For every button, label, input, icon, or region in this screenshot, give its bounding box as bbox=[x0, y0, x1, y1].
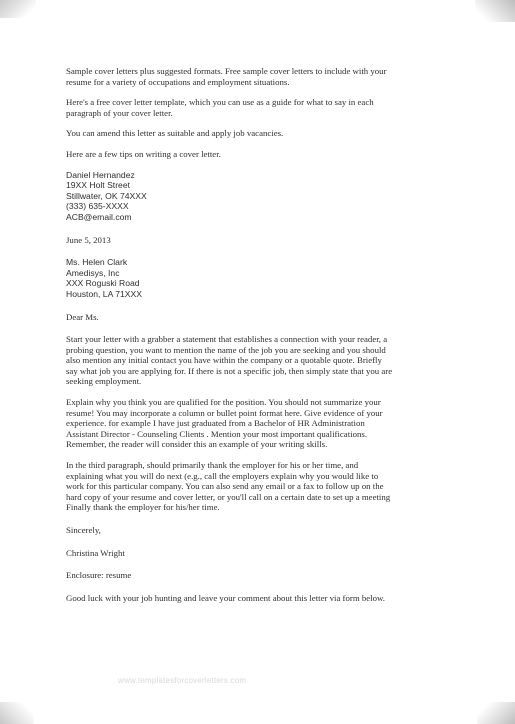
recipient-company: Amedisys, Inc bbox=[66, 267, 120, 278]
footer-note: Good luck with your job hunting and leave your comment about this letter via form below. bbox=[66, 592, 385, 603]
intro-paragraph-3: You can amend this letter as suitable and apply job vacancies. bbox=[66, 128, 284, 139]
letter-content bbox=[66, 66, 451, 603]
sender-email: ACB@email.com bbox=[66, 211, 132, 222]
salutation: Dear Ms. bbox=[66, 311, 99, 322]
sender-name: Daniel Hernandez bbox=[66, 169, 135, 180]
enclosure-line: Enclosure: resume bbox=[66, 570, 132, 581]
page-corner-shadow bbox=[475, 0, 515, 22]
sender-city: Stillwater, OK 74XXX bbox=[66, 190, 147, 201]
letter-date: June 5, 2013 bbox=[66, 234, 111, 245]
intro-paragraph-1: Sample cover letters plus suggested formats. Free sample cover letters to include with your resume for a variety of occupations and employment situations. bbox=[66, 66, 387, 87]
sender-address-block bbox=[66, 170, 451, 223]
recipient-city: Houston, LA 71XXX bbox=[66, 288, 142, 299]
body-paragraph-2: Explain why you think you are qualified for the position. You should not summarize your resume! You may incorporate a column or bullet point format here. Give evidence of your experience. for example I have just graduated from a Bachelor of HR Administration Assistant Director - Counseling Clients . Mention your most important qualifications. Remember, the reader will consider this an example of your writing skills. bbox=[66, 397, 383, 450]
recipient-address-block bbox=[66, 257, 451, 299]
sender-street: 19XX Holt Street bbox=[66, 180, 131, 191]
page-corner-shadow bbox=[0, 0, 36, 18]
signature-name: Christina Wright bbox=[66, 547, 125, 558]
body-paragraph-3: In the third paragraph, should primarily thank the employer for his or her time, and explaining what you will do next (e.g., call the employers explain why you would like to work for this particular company. You can also send any email or a fax to follow up on the hard copy of your resume and cover letter, or you'll call on a certain date to set up a meeting Finally thank the employer for his/her time. bbox=[66, 460, 391, 513]
sender-phone: (333) 635-XXXX bbox=[66, 201, 129, 212]
intro-paragraph-4: Here are a few tips on writing a cover letter. bbox=[66, 148, 221, 159]
watermark-text: www.templatesforcoverletters.com bbox=[118, 676, 247, 685]
page-corner-shadow bbox=[477, 702, 515, 724]
page-corner-shadow bbox=[0, 702, 34, 724]
body-paragraph-1: Start your letter with a grabber a statement that establishes a connection with your reader, a probing question, you want to mention the name of the job you are seeking and you should also mention any initial contact you have within the company or a quotable quote. Briefly say what job you are applying for. If there is not a specific job, then simply state that you are seeking employment. bbox=[66, 334, 393, 387]
closing: Sincerely, bbox=[66, 525, 101, 535]
intro-paragraph-2: Here's a free cover letter template, which you can use as a guide for what to say in each paragraph of your cover letter. bbox=[66, 97, 374, 118]
recipient-street: XXX Roguski Road bbox=[66, 278, 140, 289]
recipient-name: Ms. Helen Clark bbox=[66, 257, 128, 268]
